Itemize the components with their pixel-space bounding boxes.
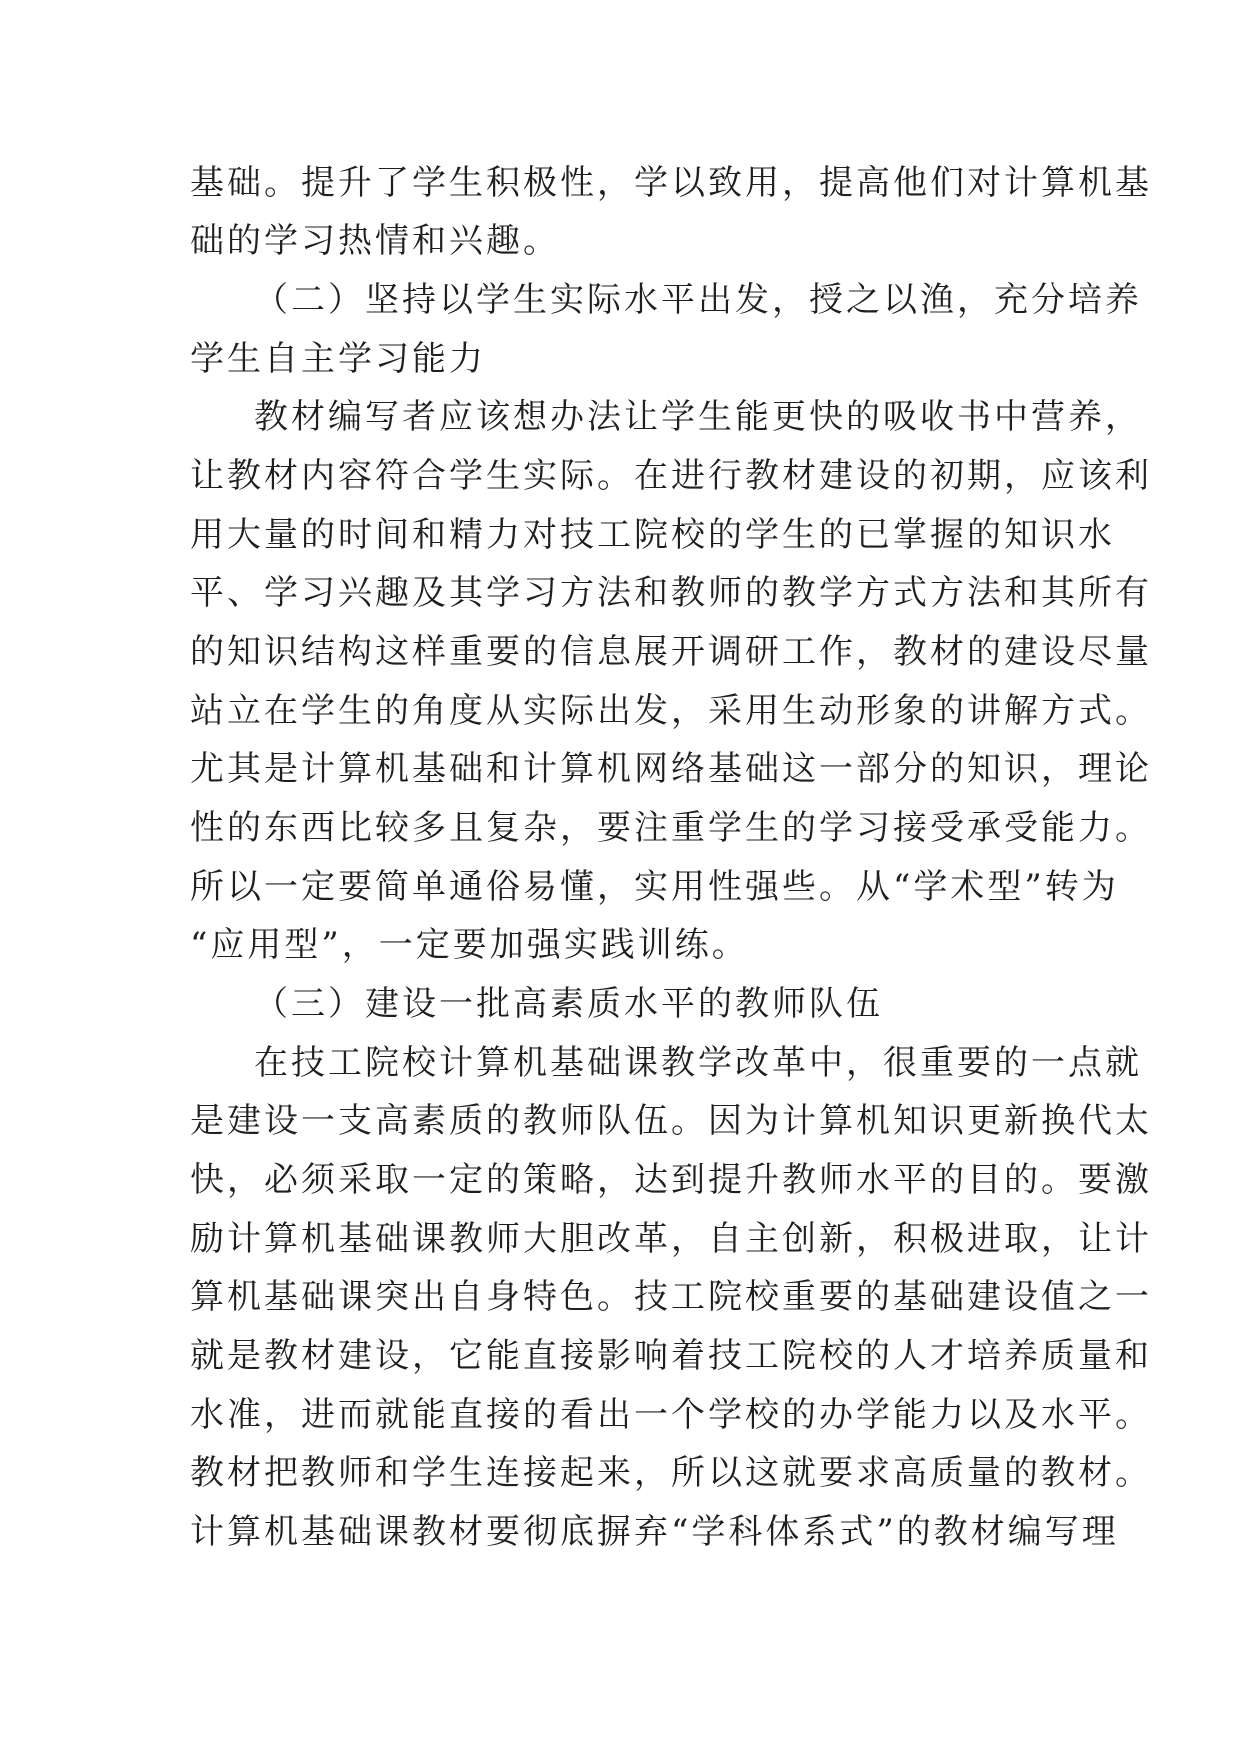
text-line: 用大量的时间和精力对技工院校的学生的已掌握的知识水 bbox=[190, 515, 1115, 555]
text-line: 计算机基础课教材要彻底摒弃“学科体系式”的教材编写理 bbox=[190, 1512, 1119, 1552]
text-line: 的知识结构这样重要的信息展开调研工作，教材的建设尽量 bbox=[190, 632, 1152, 672]
paragraph-first-line: 在技工院校计算机基础课教学改革中，很重要的一点就 bbox=[254, 1043, 1142, 1083]
paragraph-first-line: 教材编写者应该想办法让学生能更快的吸收书中营养， bbox=[254, 397, 1142, 437]
section-heading: （三）建设一批高素质水平的教师队伍 bbox=[254, 984, 883, 1024]
text-line: 础的学习热情和兴趣。 bbox=[190, 221, 560, 261]
text-line: 让教材内容符合学生实际。在进行教材建设的初期，应该利 bbox=[190, 456, 1152, 496]
text-line: 性的东西比较多且复杂，要注重学生的学习接受承受能力。 bbox=[190, 808, 1152, 848]
text-line: 平、学习兴趣及其学习方法和教师的教学方式方法和其所有 bbox=[190, 573, 1152, 613]
text-line: “应用型”，一定要加强实践训练。 bbox=[190, 925, 749, 965]
section-heading: （二）坚持以学生实际水平出发，授之以渔，充分培养 bbox=[254, 280, 1142, 320]
text-line: 站立在学生的角度从实际出发，采用生动形象的讲解方式。 bbox=[190, 691, 1152, 731]
text-line: 基础。提升了学生积极性，学以致用，提高他们对计算机基 bbox=[190, 163, 1152, 203]
text-line: 快，必须采取一定的策略，达到提升教师水平的目的。要激 bbox=[190, 1160, 1152, 1200]
text-line: 水准，进而就能直接的看出一个学校的办学能力以及水平。 bbox=[190, 1395, 1152, 1435]
text-line: 励计算机基础课教师大胆改革，自主创新，积极进取，让计 bbox=[190, 1219, 1152, 1259]
text-line: 教材把教师和学生连接起来，所以这就要求高质量的教材。 bbox=[190, 1453, 1152, 1493]
text-line: 尤其是计算机基础和计算机网络基础这一部分的知识，理论 bbox=[190, 749, 1152, 789]
section-heading-continuation: 学生自主学习能力 bbox=[190, 339, 486, 379]
text-line: 就是教材建设，它能直接影响着技工院校的人才培养质量和 bbox=[190, 1336, 1152, 1376]
text-line: 算机基础课突出自身特色。技工院校重要的基础建设值之一 bbox=[190, 1277, 1152, 1317]
text-line: 是建设一支高素质的教师队伍。因为计算机知识更新换代太 bbox=[190, 1101, 1152, 1141]
text-line: 所以一定要简单通俗易懂，实用性强些。从“学术型”转为 bbox=[190, 867, 1119, 907]
